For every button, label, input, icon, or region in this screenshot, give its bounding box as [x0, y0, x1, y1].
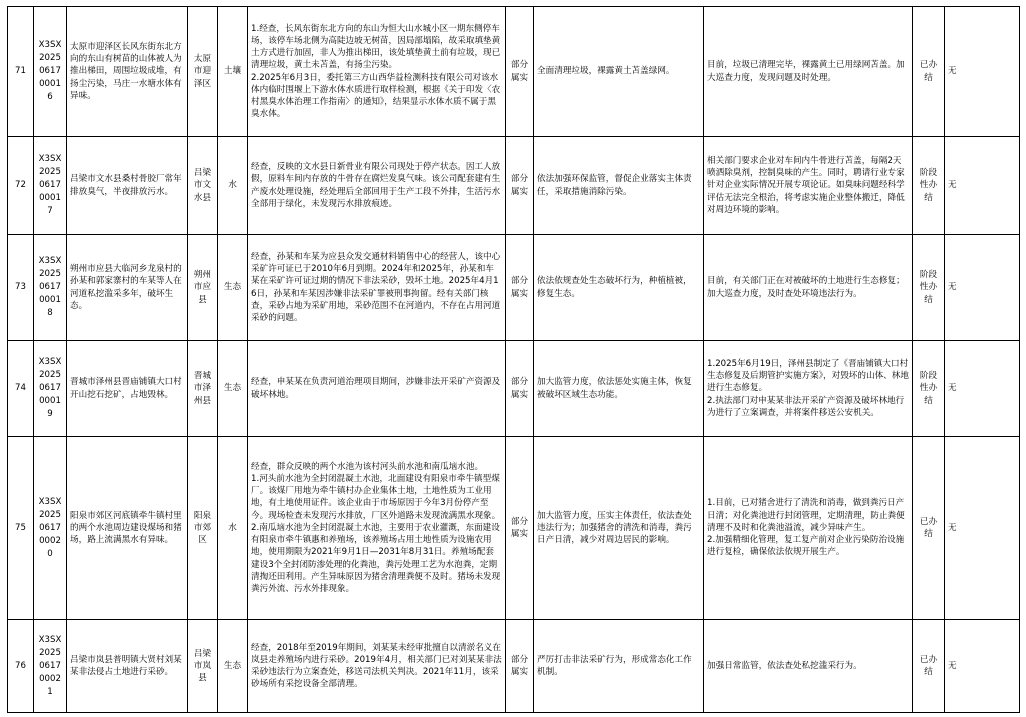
administrative-area: 太原市迎泽区	[188, 7, 218, 137]
row-number: 76	[8, 620, 34, 713]
rectification-goal: 依法依规查处生态破坏行为，种植植被，修复生态。	[534, 235, 704, 341]
administrative-area: 朔州市应县	[188, 235, 218, 341]
table-row	[8, 137, 1020, 235]
rectification-progress-paragraph: 2.加强精细化管理，复工复产前对企业污染防治设施进行复检，确保依法依规开展生产。	[707, 535, 905, 558]
verification-result: 部分属实	[506, 620, 534, 713]
row-number: 74	[8, 341, 34, 437]
rectification-progress	[704, 341, 913, 437]
rectification-goal: 加大监管力度，压实主体责任，依法查处违法行为；加强猪舍的清洗和消毒，粪污日产日清，减少对周边居民的影响。	[534, 437, 704, 620]
complaint-text: 朔州市应县大临河乡龙泉村的孙某和郭家寨村的车某等人在河道私挖滥采多年，破坏生态。	[67, 235, 188, 341]
table-row	[8, 620, 1020, 713]
case-code: X3SX2025061700016	[34, 7, 67, 137]
administrative-area: 阳泉市郊区	[188, 437, 218, 620]
case-code: X3SX2025061700020	[34, 437, 67, 620]
rectification-progress	[704, 437, 913, 620]
pollution-type: 生态	[218, 341, 248, 437]
rectification-progress	[704, 620, 913, 713]
accountability: 无	[945, 7, 1020, 137]
investigation-findings	[248, 341, 506, 437]
rectification-progress-paragraph: 1.目前，已对猪舍进行了清洗和消毒，做到粪污日产日清；对化粪池进行封闭管理，定期清理，防止粪便清理不及时和化粪池溢流，减少异味产生。	[707, 498, 905, 533]
investigation-findings-paragraph: 经查，2018年至2019年期间，刘某某未经审批擅自以清淤名义在岚县走养殖场内进行采砂。2019年4月，相关部门已对刘某某非法采砂违法行为立案查处，移送司法机关判决。2021年11月，该采砂场所有采挖设备全部清理。	[251, 642, 502, 690]
investigation-findings-paragraph: 1.河头前水池为全封闭混凝土水池，北面建设有阳泉市牵牛镇型煤厂。该煤厂用地为牵牛镇村办企业集体土地，土地性质为工业用地，有土地使用证件。该企业由于市场原因于今年3月份停产至今。现场检查未发现污水排放，厂区外道路未发现流满黑水现象。	[251, 474, 501, 521]
pollution-type: 水	[218, 137, 248, 235]
rectification-progress	[704, 7, 913, 137]
table-row	[8, 341, 1020, 437]
investigation-findings	[248, 235, 506, 341]
table-body	[8, 7, 1020, 713]
complaint-text: 吕梁市文水县桑村骨胶厂常年排放臭气，半夜排放污水。	[67, 137, 188, 235]
accountability: 无	[945, 137, 1020, 235]
rectification-goal: 加大监管力度，依法惩处实施主体，恢复被破坏区域生态功能。	[534, 341, 704, 437]
verification-result: 部分属实	[506, 137, 534, 235]
pollution-type: 生态	[218, 620, 248, 713]
investigation-findings-paragraph: 经查，孙某和车某为应县众发交通材料销售中心的经营人，该中心采矿许可证已于2010年6月到期。2024年和2025年，孙某和车某在采矿许可证过期的情况下非法采砂，毁坏土地。2025年4月16日，孙某和车某因涉嫌非法采矿罪被刑事拘留。经有关部门核查，采砂占地为采矿用地，采砂范围不在河道内，不存在占用河道采砂的问题。	[251, 251, 501, 323]
pollution-type: 生态	[218, 235, 248, 341]
complaint-text: 太原市迎泽区长风东街东北方向的东山有树苗的山体被人为推出梯田，周围垃圾成堆，有扬尘污染，马庄一水塘水体有异味。	[67, 7, 188, 137]
case-status: 已办结	[913, 620, 945, 713]
case-status: 阶段性办结	[913, 341, 945, 437]
case-code: X3SX2025061700021	[34, 620, 67, 713]
case-status: 阶段性办结	[913, 235, 945, 341]
case-status: 阶段性办结	[913, 137, 945, 235]
complaint-text: 晋城市泽州县晋庙铺镇大口村开山挖石挖矿，占地毁林。	[67, 341, 188, 437]
rectification-goal: 全面清理垃圾，裸露黄土苫盖绿网。	[534, 7, 704, 137]
administrative-area: 晋城市泽州县	[188, 341, 218, 437]
verification-result: 部分属实	[506, 341, 534, 437]
administrative-area: 吕梁市岚县	[188, 620, 218, 713]
rectification-progress-paragraph: 相关部门要求企业对车间内牛骨进行苫盖，每隔2天喷洒除臭剂，控制臭味的产生。同时，聘请行业专家针对企业实际情况开展专项论证。如臭味问题经科学评估无法完全根治，将考虑实施企业整体搬迁，降低对周边环境的影响。	[707, 155, 905, 215]
rectification-progress-paragraph: 目前，垃圾已清理完毕，裸露黄土已用绿网苫盖。加大巡查力度，发现问题及时处理。	[707, 60, 905, 83]
verification-result: 部分属实	[506, 437, 534, 620]
pollution-type: 土壤	[218, 7, 248, 137]
complaint-table	[7, 6, 1020, 713]
case-code: X3SX2025061700018	[34, 235, 67, 341]
pollution-type: 水	[218, 437, 248, 620]
accountability: 无	[945, 620, 1020, 713]
administrative-area: 吕梁市文水县	[188, 137, 218, 235]
accountability: 无	[945, 235, 1020, 341]
rectification-goal: 严厉打击非法采矿行为，形成常态化工作机制。	[534, 620, 704, 713]
verification-result: 部分属实	[506, 7, 534, 137]
rectification-progress-paragraph: 目前，有关部门正在对被破坏的土地进行生态修复；加大巡查力度，及时查处环境违法行为。	[707, 276, 905, 299]
rectification-progress-paragraph: 1.2025年6月19日，泽州县制定了《晋庙铺镇大口村生态修复及后期管护实施方案》，对毁坏的山体、林地进行生态修复。	[707, 358, 909, 394]
complaint-text: 阳泉市郊区河底镇牵牛镇村里的两个水池周边建设煤场和猪场，路上流满黑水有异味。	[67, 437, 188, 620]
investigation-findings-paragraph: 2.2025年6月3日，委托第三方山西华益检测科技有限公司对该水体内临时围堰上下游水体水质进行取样检测，根据《关于印发〈农村黑臭水体治理工作指南〉的通知》，结果显示水体水质不属于黑臭水体。	[251, 72, 501, 120]
investigation-findings-paragraph: 2.南瓜垴水池为全封闭混凝土水池，主要用于农业灌溉，东面建设有阳泉市牵牛镇惠和养殖场，该养殖场占用土地性质为设施农用地，使用期限为2021年9月1日—2031年8月31日。养殖场配套建设3个全封闭防渗处理的化粪池，粪污处理工艺为水泡粪，定期清掏还田利用。产生异味原因为猪舍清理粪便不及时。猪场未发现粪污外流、污水外排现象。	[251, 522, 501, 594]
investigation-findings-paragraph: 经查，申某某在负责河道治理项目期间，涉嫌非法开采矿产资源及破坏林地。	[251, 377, 501, 400]
investigation-findings	[248, 437, 506, 620]
case-status: 已办结	[913, 437, 945, 620]
accountability: 无	[945, 341, 1020, 437]
complaint-text: 吕梁市岚县普明镇大贤村刘某某非法侵占土地进行采砂。	[67, 620, 188, 713]
investigation-findings-paragraph: 经查，群众反映的两个水池为该村河头前水池和南瓜垴水池。	[251, 461, 484, 472]
investigation-findings-paragraph: 经查，反映的文水县日新骨业有限公司现处于停产状态。因工人放假，原料车间内存放的牛骨存在腐烂发臭气味。该公司配套建有生产废水处理设施，经处理后全部回用于生产工段不外排，生活污水全部用于绿化，未发现污水排放痕迹。	[251, 162, 501, 209]
accountability: 无	[945, 437, 1020, 620]
rectification-goal: 依法加强环保监管，督促企业落实主体责任，采取措施消除污染。	[534, 137, 704, 235]
rectification-progress-paragraph: 加强日常监管，依法查处私挖滥采行为。	[707, 660, 862, 671]
table-row	[8, 7, 1020, 137]
table-row	[8, 235, 1020, 341]
rectification-progress	[704, 235, 913, 341]
investigation-findings	[248, 620, 506, 713]
investigation-findings	[248, 137, 506, 235]
investigation-findings-paragraph: 1.经查，长风东街东北方向的东山为恒大山水城小区一期东侧停车场，该停车场北侧为高陡边坡无树苗，因局部塌陷，故采取填垫黄土方式进行加固，非人为推出梯田，该处填垫黄土前有垃圾，现已清理垃圾，黄土未苫盖，有扬尘污染。	[251, 23, 501, 71]
verification-result: 部分属实	[506, 235, 534, 341]
rectification-progress-paragraph: 2.执法部门对申某某非法开采矿产资源及破坏林地行为进行了立案调查，并将案件移送公安机关。	[707, 395, 905, 418]
table-row	[8, 437, 1020, 620]
row-number: 73	[8, 235, 34, 341]
case-code: X3SX2025061700019	[34, 341, 67, 437]
rectification-progress	[704, 137, 913, 235]
case-status: 已办结	[913, 7, 945, 137]
row-number: 71	[8, 7, 34, 137]
investigation-findings	[248, 7, 506, 137]
case-code: X3SX2025061700017	[34, 137, 67, 235]
row-number: 72	[8, 137, 34, 235]
row-number: 75	[8, 437, 34, 620]
